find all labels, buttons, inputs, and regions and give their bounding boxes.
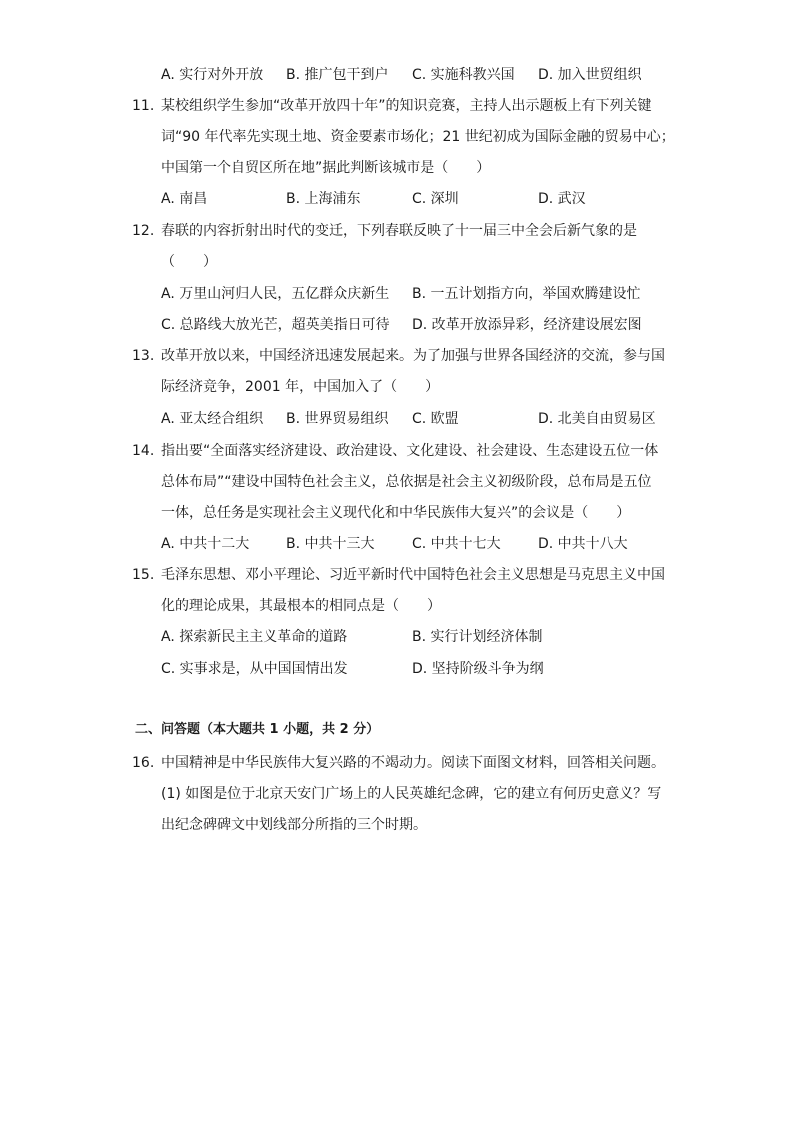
q15-option-d: D. 坚持阶级斗争为纲	[412, 661, 544, 677]
q14-stem-line-1: 指出要“全面落实经济建设、政治建设、文化建设、社会建设、生态建设五位一体	[161, 443, 659, 459]
q11-option-c: C. 深圳	[412, 191, 459, 207]
q16-subquestion-1-line-2: 出纪念碑碑文中划线部分所指的三个时期。	[161, 817, 427, 833]
q14-number: 14.	[132, 443, 155, 459]
q14-option-a: A. 中共十二大	[161, 536, 250, 552]
q16-stem-line-1: 中国精神是中华民族伟大复兴路的不竭动力。阅读下面图文材料，回答相关问题。	[161, 755, 665, 771]
q12-option-a: A. 万里山河归人民，五亿群众庆新生	[161, 286, 390, 302]
section-2-title: 二、问答题（本大题共 1 小题，共 2 分）	[135, 722, 380, 737]
q14-option-c: C. 中共十七大	[412, 536, 501, 552]
q12-number: 12.	[132, 223, 155, 239]
q13-option-d: D. 北美自由贸易区	[538, 411, 656, 427]
q10-option-c: C. 实施科教兴国	[412, 67, 515, 83]
q13-option-b: B. 世界贸易组织	[286, 411, 389, 427]
q13-stem-line-1: 改革开放以来，中国经济迅速发展起来。为了加强与世界各国经济的交流，参与国	[161, 348, 665, 364]
q11-option-b: B. 上海浦东	[286, 191, 361, 207]
q16-number: 16.	[132, 755, 155, 771]
q11-stem-line-3: 中国第一个自贸区所在地”据此判断该城市是（ ）	[161, 160, 491, 176]
q13-stem-line-2: 际经济竞争，2001 年，中国加入了（ ）	[161, 379, 440, 395]
q11-number: 11.	[132, 98, 155, 114]
q13-option-a: A. 亚太经合组织	[161, 411, 264, 427]
q14-stem-line-3: 一体，总任务是实现社会主义现代化和中华民族伟大复兴”的会议是（ ）	[161, 505, 631, 521]
q15-number: 15.	[132, 567, 155, 583]
q14-stem-line-2: 总体布局”“建设中国特色社会主义，总依据是社会主义初级阶段，总布局是五位	[161, 474, 652, 490]
q10-option-b: B. 推广包干到户	[286, 67, 389, 83]
q10-option-a: A. 实行对外开放	[161, 67, 264, 83]
q15-stem-line-1: 毛泽东思想、邓小平理论、习近平新时代中国特色社会主义思想是马克思主义中国	[161, 567, 665, 583]
q15-option-a: A. 探索新民主主义革命的道路	[161, 629, 348, 645]
q12-option-d: D. 改革开放添异彩，经济建设展宏图	[412, 317, 642, 333]
q12-stem-line-2: （ ）	[161, 254, 217, 270]
q12-stem-line-1: 春联的内容折射出时代的变迁，下列春联反映了十一届三中全会后新气象的是	[161, 223, 637, 239]
q11-option-d: D. 武汉	[538, 191, 586, 207]
q15-stem-line-2: 化的理论成果，其最根本的相同点是（ ）	[161, 598, 441, 614]
q11-stem-line-2: 词“90 年代率先实现土地、资金要素市场化；21 世纪初成为国际金融的贸易中心；	[161, 129, 675, 145]
q12-option-b: B. 一五计划指方向，举国欢腾建设忙	[412, 286, 641, 302]
q11-stem-line-1: 某校组织学生参加“改革开放四十年”的知识竞赛，主持人出示题板上有下列关键	[161, 98, 652, 114]
q15-option-c: C. 实事求是，从中国国情出发	[161, 661, 348, 677]
q13-option-c: C. 欧盟	[412, 411, 459, 427]
q10-option-d: D. 加入世贸组织	[538, 67, 642, 83]
q14-option-d: D. 中共十八大	[538, 536, 628, 552]
q14-option-b: B. 中共十三大	[286, 536, 375, 552]
q13-number: 13.	[132, 348, 155, 364]
q15-option-b: B. 实行计划经济体制	[412, 629, 543, 645]
q11-option-a: A. 南昌	[161, 191, 208, 207]
q12-option-c: C. 总路线大放光芒，超英美指日可待	[161, 317, 390, 333]
q16-subquestion-1-line-1: (1) 如图是位于北京天安门广场上的人民英雄纪念碑，它的建立有何历史意义？写	[161, 786, 662, 802]
